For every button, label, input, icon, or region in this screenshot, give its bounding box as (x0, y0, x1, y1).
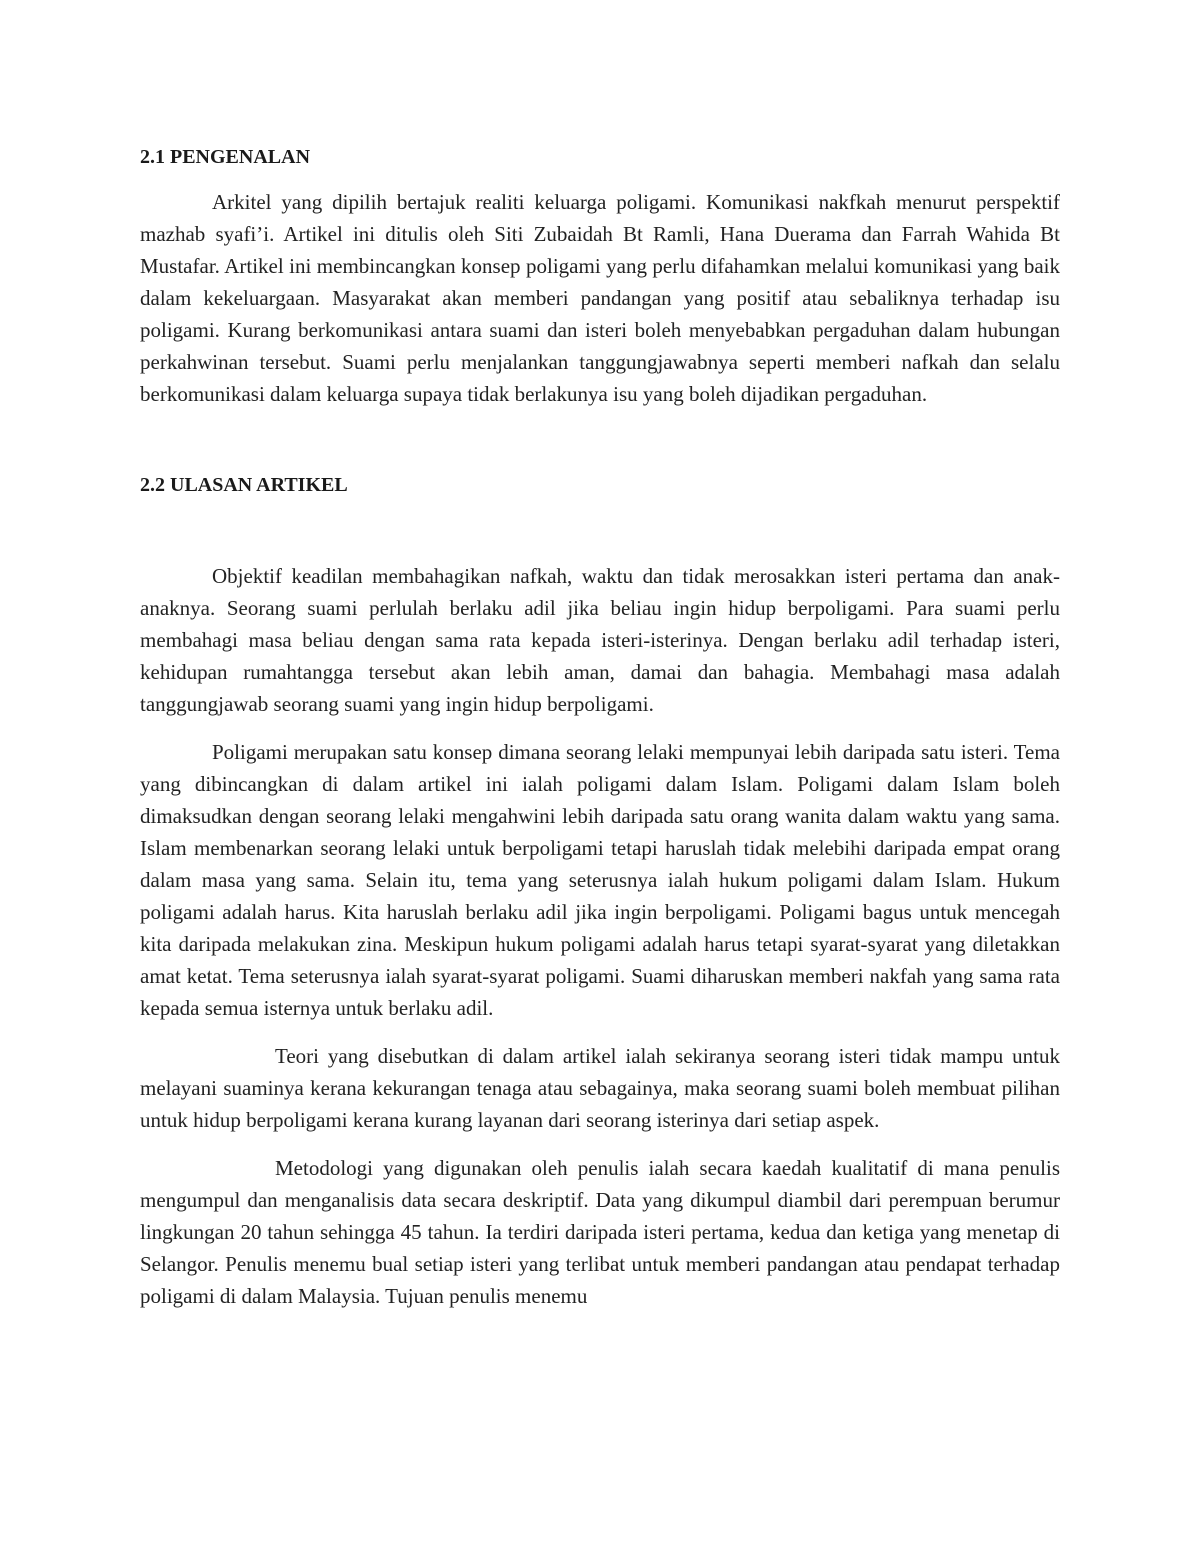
intro-paragraph: Arkitel yang dipilih bertajuk realiti keluarga poligami. Komunikasi nakfkah menurut perspektif mazhab syafi’i. Artikel ini ditulis oleh Siti Zubaidah Bt Ramli, Hana Duerama dan Farrah Wahida Bt Mustafar. Artikel ini membincangkan konsep poligami yang perlu difahamkan melalui komunikasi yang baik dalam kekeluargaan. Masyarakat akan memberi pandangan yang positif atau sebaliknya terhadap isu poligami. Kurang berkomunikasi antara suami dan isteri boleh menyebabkan pergaduhan dalam hubungan perkahwinan tersebut. Suami perlu menjalankan tanggungjawabnya seperti memberi nafkah dan selalu berkomunikasi dalam keluarga supaya tidak berlakunya isu yang boleh dijadikan pergaduhan. (140, 190, 1060, 406)
section-heading-pengenalan: 2.1 PENGENALAN (140, 146, 311, 168)
review-paragraph-objective: Objektif keadilan membahagikan nafkah, waktu dan tidak merosakkan isteri pertama dan anak-anaknya. Seorang suami perlulah berlaku adil jika beliau ingin hidup berpoligami. Para suami perlu membahagi masa beliau dengan sama rata kepada isteri-isterinya. Dengan berlaku adil terhadap isteri, kehidupan rumahtangga tersebut akan lebih aman, damai dan bahagia. Membahagi masa adalah tanggungjawab seorang suami yang ingin hidup berpoligami. (140, 564, 1060, 716)
review-paragraph-theme: Poligami merupakan satu konsep dimana seorang lelaki mempunyai lebih daripada satu isteri. Tema yang dibincangkan di dalam artikel ini ialah poligami dalam Islam. Poligami dalam Islam boleh dimaksudkan dengan seorang lelaki mengahwini lebih daripada satu orang wanita dalam waktu yang sama. Islam membenarkan seorang lelaki untuk berpoligami tetapi haruslah tidak melebihi daripada empat orang dalam masa yang sama. Selain itu, tema yang seterusnya ialah hukum poligami dalam Islam. Hukum poligami adalah harus. Kita haruslah berlaku adil jika ingin berpoligami. Poligami bagus untuk mencegah kita daripada melakukan zina. Meskipun hukum poligami adalah harus tetapi syarat-syarat yang diletakkan amat ketat. Tema seterusnya ialah syarat-syarat poligami. Suami diharuskan memberi nakfah yang sama rata kepada semua isternya untuk berlaku adil. (140, 740, 1060, 1020)
document-body (140, 142, 1060, 1312)
review-paragraph-theory: Teori yang disebutkan di dalam artikel ialah sekiranya seorang isteri tidak mampu untuk melayani suaminya kerana kekurangan tenaga atau sebagainya, maka seorang suami boleh membuat pilihan untuk hidup berpoligami kerana kurang layanan dari seorang isterinya dari setiap aspek. (140, 1044, 1060, 1132)
review-paragraph-methodology: Metodologi yang digunakan oleh penulis ialah secara kaedah kualitatif di mana penulis mengumpul dan menganalisis data secara deskriptif. Data yang dikumpul diambil dari perempuan berumur lingkungan 20 tahun sehingga 45 tahun. Ia terdiri daripada isteri pertama, kedua dan ketiga yang menetap di Selangor. Penulis menemu bual setiap isteri yang terlibat untuk memberi pandangan atau pendapat terhadap poligami di dalam Malaysia. Tujuan penulis menemu (140, 1156, 1060, 1308)
section-heading-ulasan-artikel: 2.2 ULASAN ARTIKEL (140, 474, 348, 496)
